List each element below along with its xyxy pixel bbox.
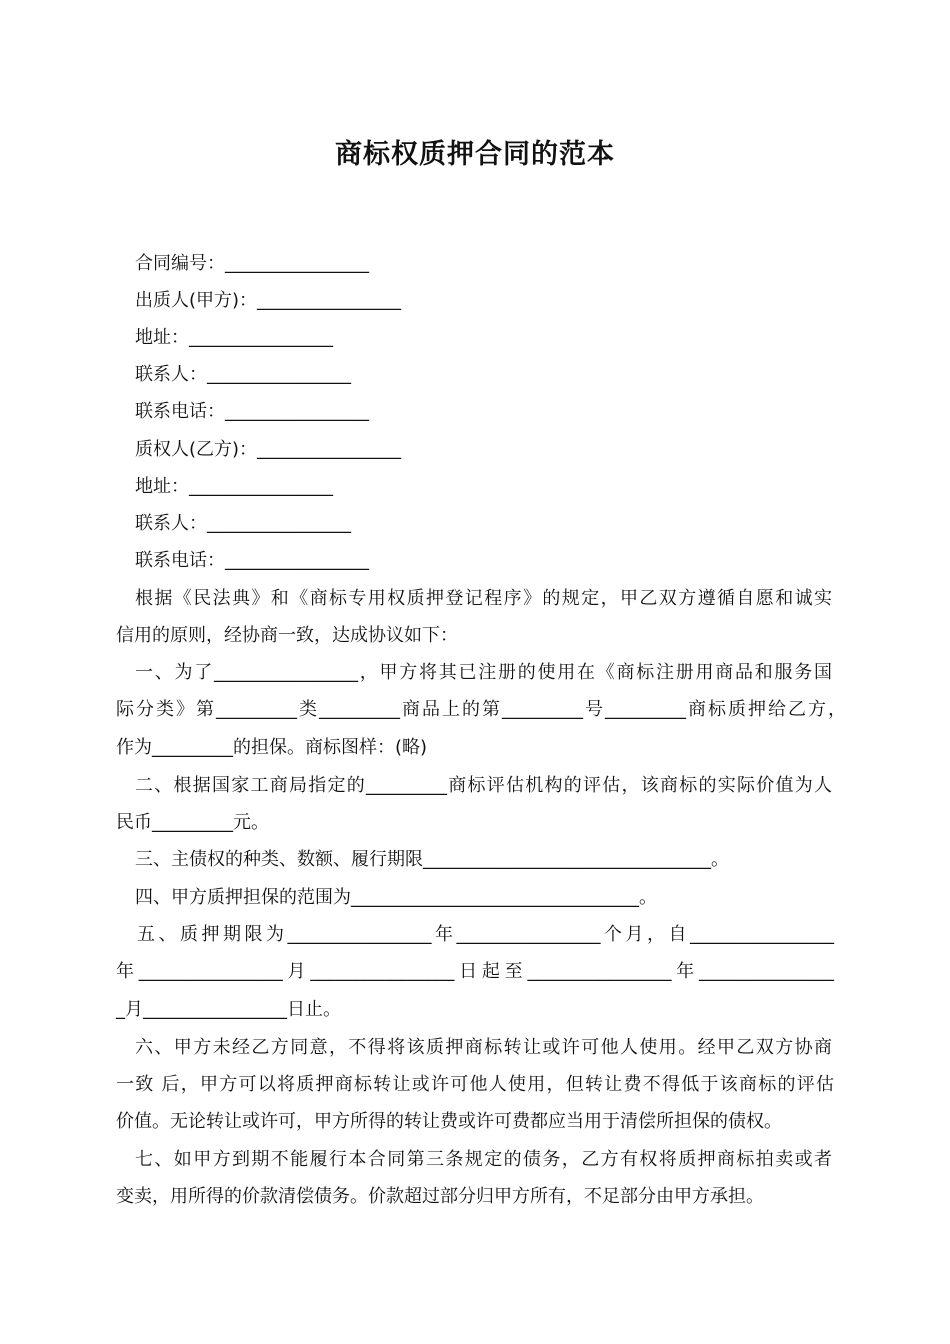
field-pledgor-address: 地址：________________ [135, 327, 333, 348]
clause-7-line-1: 七、如甲方到期不能履行本合同第三条规定的债务，乙方有权将质押商标拍卖或者 [135, 1149, 832, 1170]
field-pledgor-phone: 联系电话：________________ [135, 401, 369, 422]
field-pledgee-contact: 联系人：________________ [135, 513, 351, 534]
clause-6-line-1: 六、甲方未经乙方同意，不得将该质押商标转让或许可他人使用。经甲乙双方协商 [135, 1037, 832, 1058]
clause-6-line-3: 价值。无论转让或许可，甲方所得的转让费或许可费都应当用于清偿所担保的债权。 [116, 1111, 782, 1132]
clause-1-line-2: 际分类》第_________类_________商品上的第_________号_________商标质押给乙方， [116, 699, 846, 720]
field-pledgee-address: 地址：________________ [135, 476, 333, 497]
field-pledgor: 出质人(甲方)：________________ [135, 290, 402, 311]
clause-5-line-1: 五、质押期限为________________年________________个月，自________________ [137, 924, 834, 945]
clause-2-line-2: 民币_________元。 [116, 812, 269, 833]
clause-1-line-3: 作为_________的担保。商标图样：(略) [116, 737, 428, 758]
document-title: 商标权质押合同的范本 [335, 139, 615, 170]
clause-5-line-3: _月________________日止。 [116, 999, 341, 1020]
clause-intro-line-1: 根据《民法典》和《商标专用权质押登记程序》的规定，甲乙双方遵循自愿和诚实 [135, 588, 832, 609]
clause-7-line-2: 变卖，用所得的价款清偿债务。价款超过部分归甲方所有，不足部分由甲方承担。 [116, 1186, 764, 1207]
field-pledgor-contact: 联系人：________________ [135, 364, 351, 385]
clause-6-line-2: 一致 后，甲方可以将质押商标转让或许可他人使用，但转让费不得低于该商标的评估 [116, 1074, 834, 1095]
clause-intro-line-2: 信用的原则，经协商一致，达成协议如下： [116, 625, 458, 646]
field-pledgee-phone: 联系电话：________________ [135, 550, 369, 571]
clause-1-line-1: 一、为了________________，甲方将其已注册的使用在《商标注册用商品和服务国 [135, 662, 832, 683]
clause-3: 三、主债权的种类、数额、履行期限________________________________。 [135, 849, 729, 870]
field-contract-number: 合同编号：________________ [135, 253, 369, 274]
field-pledgee: 质权人(乙方)：________________ [135, 439, 402, 460]
clause-4: 四、甲方质押担保的范围为________________________________。 [135, 887, 657, 908]
clause-5-line-2: 年________________月________________日起至________________年_______________ [116, 961, 834, 982]
clause-2-line-1: 二、根据国家工商局指定的_________商标评估机构的评估，该商标的实际价值为人 [135, 775, 832, 796]
